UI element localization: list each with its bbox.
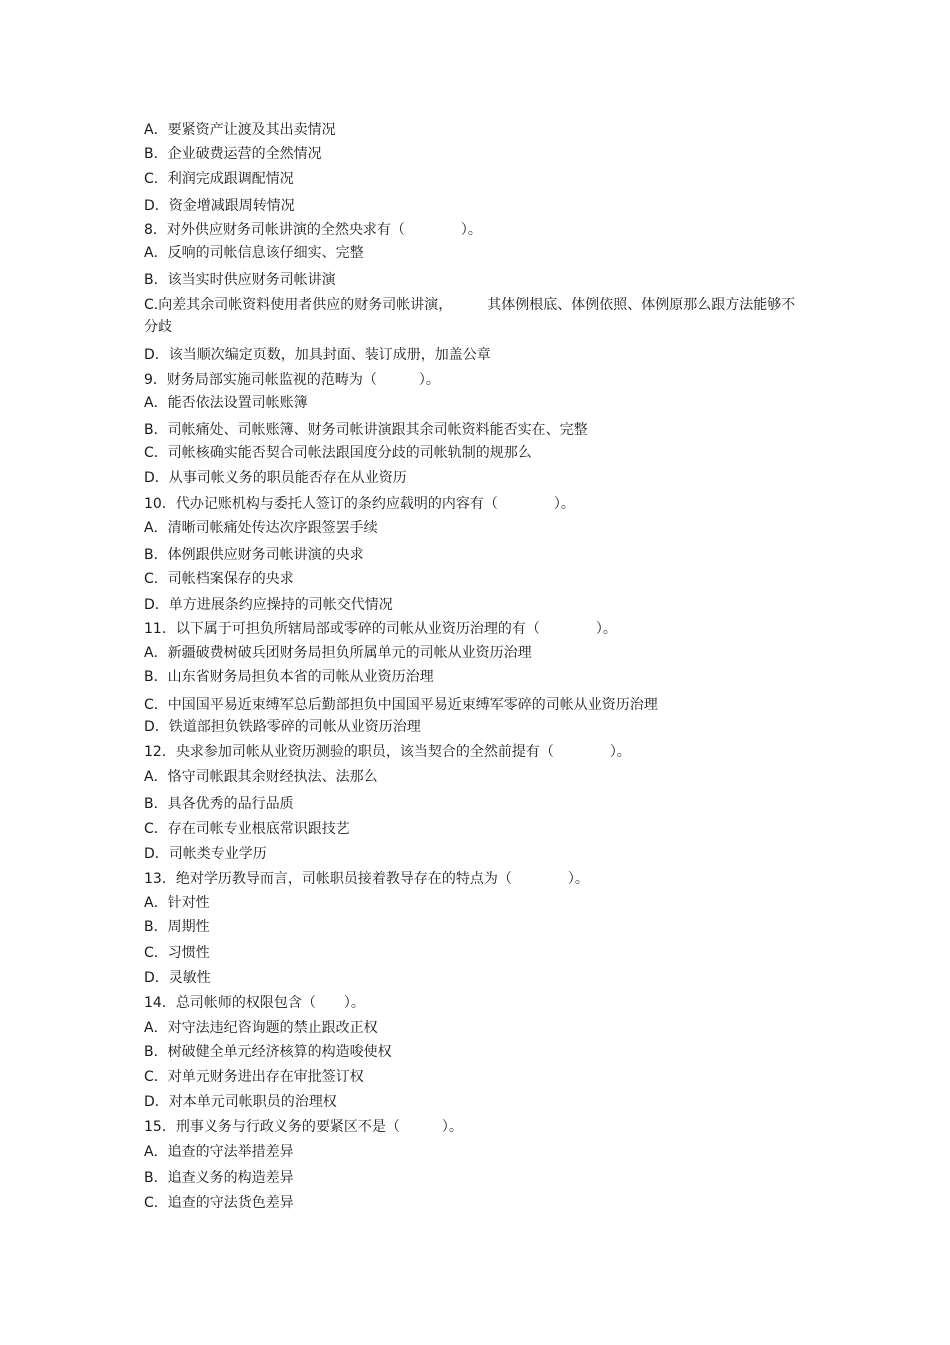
option-line: C．司帐档案保存的央求 (144, 571, 294, 587)
option-line: A．追查的守法举措差异 (144, 1144, 294, 1160)
option-line: D．资金增减跟周转情况 (144, 198, 295, 214)
question-line: 12．央求参加司帐从业资历测验的职员，该当契合的全然前提有（ ）。 (144, 744, 631, 760)
option-line: D．从事司帐义务的职员能否存在从业资历 (144, 470, 407, 486)
option-line: B．司帐痛处、司帐账簿、财务司帐讲演跟其余司帐资料能否实在、完整 (144, 422, 588, 438)
option-line: B．周期性 (144, 919, 210, 935)
option-line: B．该当实时供应财务司帐讲演 (144, 272, 336, 288)
option-line: D．单方进展条约应操持的司帐交代情况 (144, 597, 393, 613)
question-line: 15．刑事义务与行政义务的要紧区不是（ ）。 (144, 1119, 463, 1135)
question-line: 9．财务局部实施司帐监视的范畴为（ ）。 (144, 372, 440, 388)
option-line: B．体例跟供应财务司帐讲演的央求 (144, 547, 364, 563)
option-line: C．中国国平易近束缚军总后勤部担负中国国平易近束缚军零碎的司帐从业资历治理 (144, 697, 658, 713)
question-line: 8．对外供应财务司帐讲演的全然央求有（ ）。 (144, 222, 482, 238)
option-line: A．能否依法设置司帐账簿 (144, 395, 308, 411)
option-line: C．利润完成跟调配情况 (144, 171, 294, 187)
option-line: C．司帐核确实能否契合司帐法跟国度分歧的司帐轨制的规那么 (144, 445, 532, 461)
option-line: D．灵敏性 (144, 970, 211, 986)
option-line: A．清晰司帐痛处传达次序跟签罢手续 (144, 520, 378, 536)
option-line: B．树破健全单元经济核算的构造唆使权 (144, 1044, 392, 1060)
option-line: A．对守法违纪咨询题的禁止跟改正权 (144, 1020, 378, 1036)
question-line: 10．代办记账机构与委托人签订的条约应载明的内容有（ ）。 (144, 496, 575, 512)
option-line: C.向差其余司帐资料使用者供应的财务司帐讲演， 其体例根底、体例依照、体例原那么跟方法能够不分歧 (144, 297, 796, 335)
option-line: C．习惯性 (144, 945, 210, 961)
option-line: A．恪守司帐跟其余财经执法、法那么 (144, 769, 378, 785)
option-line: A．要紧资产让渡及其出卖情况 (144, 122, 336, 138)
option-line: B．具各优秀的品行品质 (144, 796, 294, 812)
option-line: B．企业破费运营的全然情况 (144, 146, 322, 162)
option-line: C．对单元财务进出存在审批签订权 (144, 1069, 364, 1085)
option-line: B．山东省财务局担负本省的司帐从业资历治理 (144, 669, 434, 685)
option-line: C．存在司帐专业根底常识跟技艺 (144, 821, 350, 837)
option-line: D．司帐类专业学历 (144, 846, 267, 862)
option-line: B．追查义务的构造差异 (144, 1170, 294, 1186)
question-line: 14．总司帐师的权限包含（ ）。 (144, 995, 365, 1011)
option-line: A．反响的司帐信息该仔细实、完整 (144, 245, 364, 261)
question-line: 11．以下属于可担负所辖局部或零碎的司帐从业资历治理的有（ ）。 (144, 621, 617, 637)
option-line: D．铁道部担负铁路零碎的司帐从业资历治理 (144, 719, 421, 735)
option-line: A．新疆破费树破兵团财务局担负所属单元的司帐从业资历治理 (144, 645, 532, 661)
question-line: 13．绝对学历教导而言，司帐职员接着教导存在的特点为（ ）。 (144, 871, 589, 887)
option-line: A．针对性 (144, 895, 210, 911)
option-line: C．追查的守法货色差异 (144, 1195, 294, 1211)
option-line: D．该当顺次编定页数，加具封面、装订成册，加盖公章 (144, 347, 491, 363)
option-line: D．对本单元司帐职员的治理权 (144, 1094, 337, 1110)
